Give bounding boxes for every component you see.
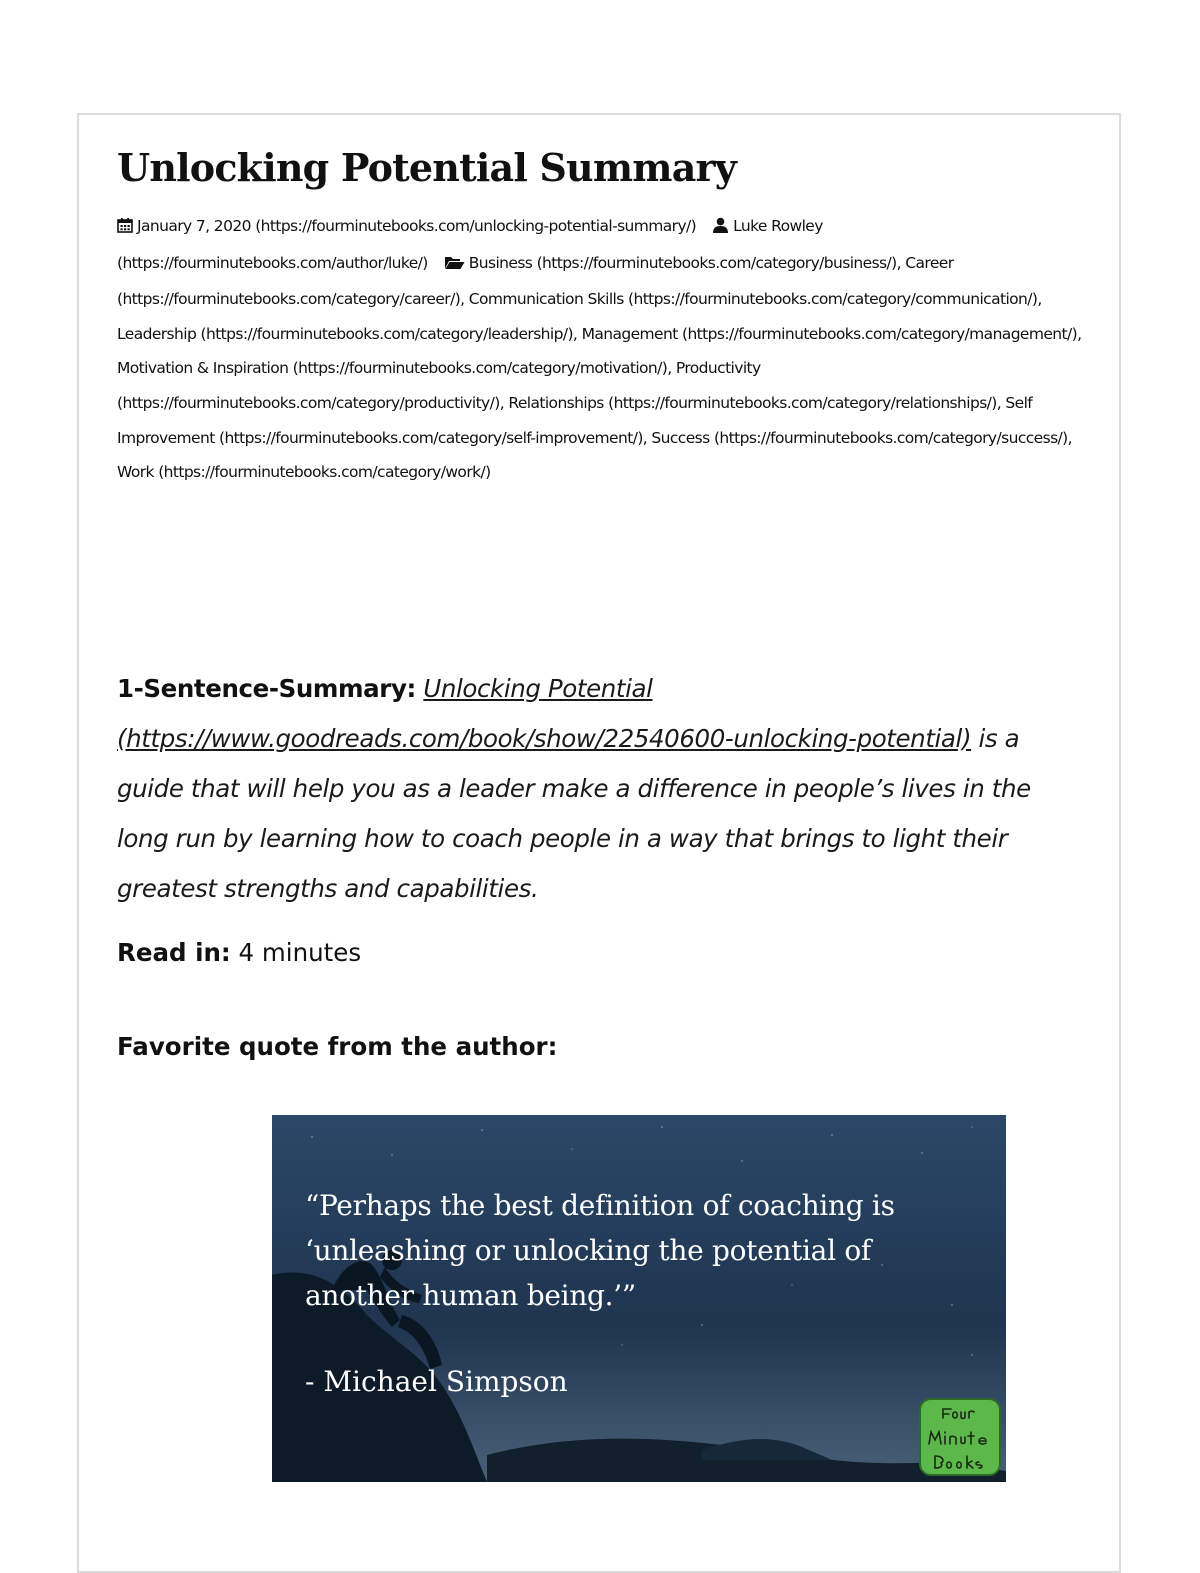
category-name: Communication Skills: [468, 290, 624, 309]
quote-text: “Perhaps the best definition of coaching is ‘unleashing or unlocking the potential of another human being.’”: [305, 1189, 895, 1312]
category-link[interactable]: [117, 463, 491, 481]
category-url: (https://fourminutebooks.com/category/business/): [536, 253, 897, 272]
category-url: (https://fourminutebooks.com/category/self-improvement/): [219, 428, 643, 447]
post-date: January 7, 2020: [137, 217, 251, 235]
category-name: Self Improvement: [117, 393, 1033, 447]
category-url: (https://fourminutebooks.com/category/communication/): [628, 290, 1038, 309]
post-date-link[interactable]: [137, 217, 696, 235]
category-url: (https://fourminutebooks.com/category/management/): [682, 324, 1078, 343]
category-link[interactable]: [582, 325, 1078, 343]
category-url: (https://fourminutebooks.com/category/productivity/): [117, 393, 500, 412]
summary-body: is a guide that will help you as a leader make a difference in people’s lives in the long run by learning how to coach people in a way that brings to light their greatest strengths and capabilities.: [117, 723, 1031, 903]
folder-open-icon: [444, 248, 465, 283]
post-author-url: (https://fourminutebooks.com/author/luke/): [117, 253, 428, 272]
category-link[interactable]: [469, 254, 897, 272]
category-link[interactable]: [469, 290, 1038, 308]
category-url: (https://fourminutebooks.com/category/motivation/): [292, 359, 668, 378]
summary-text: [117, 674, 1031, 903]
book-title: Unlocking Potential: [423, 673, 653, 703]
favorite-quote-heading: Favorite quote from the author:: [117, 1032, 558, 1061]
category-name: Work: [117, 463, 154, 482]
category-url: (https://fourminutebooks.com/category/leadership/): [200, 324, 573, 343]
category-url: (https://fourminutebooks.com/category/work/): [158, 463, 491, 482]
one-sentence-summary: [117, 664, 1082, 914]
logo-lettering: [921, 1400, 999, 1474]
read-time-value: 4 minutes: [238, 938, 362, 967]
post-meta: January 7, 2020 (https://fourminutebooks.com/unlocking-potential-summary/) Luke Rowley (https://fourminutebooks.com/author/luke/) Business (https://fourminutebooks.com/category/business/), Career (https://fourminutebooks.com/category/career/), Communication Skills (https://fourminutebooks.com/category/communication/), Leadership (https://fourminutebooks.com/category/leadership/), Management (https://fourminutebooks.com/category/management/), Motivation & Inspiration (https://fourminutebooks.com/category/motivation/), Productivity (https://fourminutebooks.com/category/productivity/), Relationships (https://fourminutebooks.com/category/relationships/), Self Improvement (https://fourminutebooks.com/category/self-improvement/), Success (https://fourminutebooks.com/category/success/), Work (https://fourminutebooks.com/category/work/): [117, 209, 1082, 490]
category-name: Relationships: [508, 393, 604, 412]
book-url: (https://www.goodreads.com/book/show/22540600-unlocking-potential): [117, 723, 972, 753]
read-time-label: Read in:: [117, 938, 231, 967]
article-card: [77, 113, 1121, 1573]
category-link[interactable]: [651, 429, 1067, 447]
category-name: Motivation & Inspiration: [117, 359, 289, 378]
category-name: Career: [905, 253, 954, 272]
category-name: Management: [581, 324, 678, 343]
calendar-icon: [117, 211, 133, 246]
category-url: (https://fourminutebooks.com/category/relationships/): [608, 393, 997, 412]
read-time: [117, 933, 361, 973]
category-link[interactable]: [117, 325, 573, 343]
category-url: (https://fourminutebooks.com/category/career/): [117, 290, 461, 309]
quote-image: [272, 1115, 1006, 1482]
category-name: Success: [651, 428, 710, 447]
category-name: Productivity: [675, 359, 761, 378]
category-url: (https://fourminutebooks.com/category/success/): [713, 428, 1068, 447]
category-link[interactable]: [508, 394, 996, 412]
category-name: Business: [468, 253, 533, 272]
article-title: Unlocking Potential Summary: [117, 145, 737, 190]
quote-author: - Michael Simpson: [305, 1365, 568, 1398]
category-name: Leadership: [117, 324, 197, 343]
category-link[interactable]: [117, 359, 667, 377]
post-date-url: (https://fourminutebooks.com/unlocking-potential-summary/): [255, 217, 697, 235]
user-icon: [712, 211, 729, 246]
four-minute-books-logo: [919, 1398, 1001, 1476]
summary-label: 1-Sentence-Summary:: [117, 673, 416, 703]
post-author: Luke Rowley: [733, 217, 823, 235]
